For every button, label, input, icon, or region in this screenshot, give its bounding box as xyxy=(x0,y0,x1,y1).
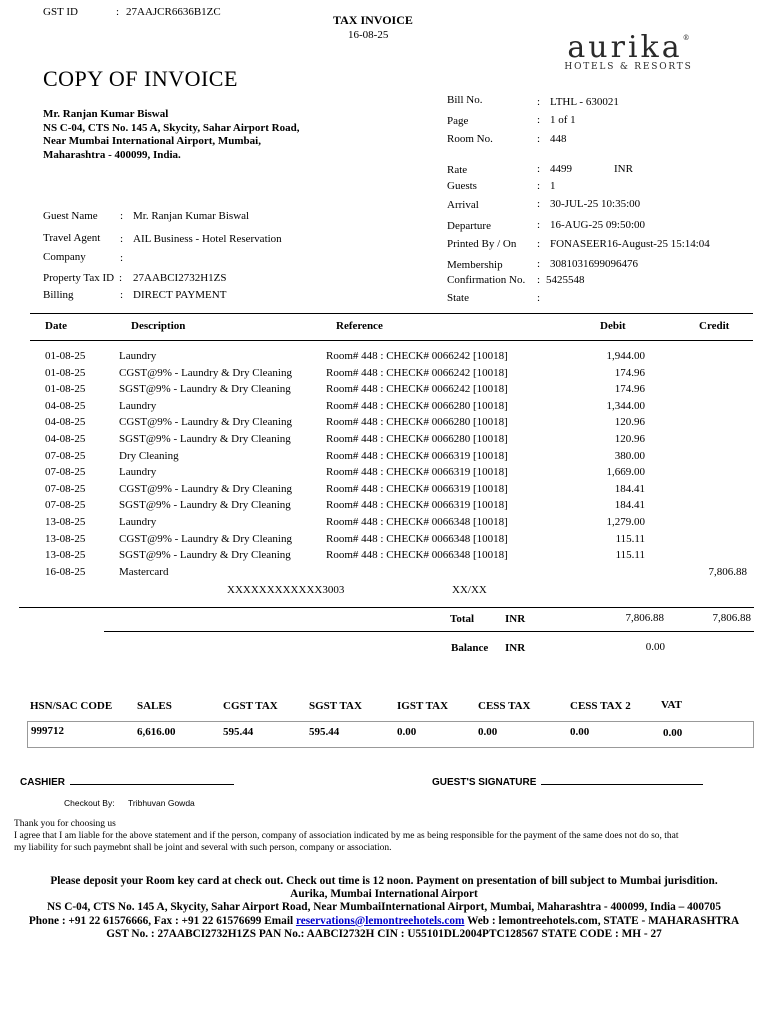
tax-value-cess2: 0.00 xyxy=(570,726,590,738)
footer-notice: Please deposit your Room key card at check out. Check out time is 12 noon. Payment on presentation of bill subject to Mumbai jurisdition. xyxy=(50,875,718,887)
confirmation-label: Confirmation No. xyxy=(447,274,526,286)
tax-value-cess: 0.00 xyxy=(478,726,498,738)
row-date: 16-08-25 xyxy=(45,565,86,578)
totals-bottom-rule xyxy=(104,631,754,632)
tax-header-sales: SALES xyxy=(137,700,172,712)
guest-signature-label: GUEST'S SIGNATURE xyxy=(432,777,537,788)
colon: : xyxy=(537,274,541,286)
row-reference: Room# 448 : CHECK# 0066319 [10018] xyxy=(326,482,508,495)
row-date: 04-08-25 xyxy=(45,416,86,429)
footer-address: NS C-04, CTS No. 145 A, Skycity, Sahar Airport Road, Near MumbaiInternational Airport, Mumbai, Maharashtra - 400099, India – 400705 xyxy=(47,901,721,914)
tax-value-igst: 0.00 xyxy=(397,726,417,738)
cashier-signature-line xyxy=(70,784,234,785)
property-tax-label: Property Tax ID xyxy=(43,272,115,284)
table-row xyxy=(0,350,768,367)
terms-line: I agree that I am liable for the above statement and if the person, company of association indicated by me as being responsible for the payment of the same does not do so, that xyxy=(14,831,679,841)
row-reference: Room# 448 : CHECK# 0066280 [10018] xyxy=(326,399,508,412)
tax-header-cess2: CESS TAX 2 xyxy=(570,700,631,712)
table-row xyxy=(0,533,768,550)
tax-value-cgst: 595.44 xyxy=(223,726,254,738)
total-label: Total xyxy=(450,613,475,625)
tax-invoice-title: TAX INVOICE xyxy=(333,13,413,27)
billing-value: DIRECT PAYMENT xyxy=(133,289,227,301)
row-debit: 120.96 xyxy=(614,416,645,429)
colon: : xyxy=(120,289,124,301)
printed-by-value: FONASEER16-August-25 15:14:04 xyxy=(550,238,710,250)
row-description: CGST@9% - Laundry & Dry Cleaning xyxy=(119,416,292,429)
tax-header-igst: IGST TAX xyxy=(397,700,449,712)
tax-value-hsn: 999712 xyxy=(31,725,64,737)
row-date: 07-08-25 xyxy=(45,482,86,495)
cashier-label: CASHIER xyxy=(20,777,66,788)
row-description: SGST@9% - Laundry & Dry Cleaning xyxy=(119,383,291,396)
row-description: Laundry xyxy=(119,516,157,528)
room-no-value: 448 xyxy=(550,133,567,145)
arrival-value: 30-JUL-25 10:35:00 xyxy=(550,198,641,210)
departure-value: 16-AUG-25 09:50:00 xyxy=(550,219,646,231)
row-description: SGST@9% - Laundry & Dry Cleaning xyxy=(119,549,291,562)
table-header-rule xyxy=(30,340,753,341)
tax-value-vat: 0.00 xyxy=(663,727,683,739)
travel-agent-value: AIL Business - Hotel Reservation xyxy=(133,233,282,245)
tax-header-cess: CESS TAX xyxy=(478,700,531,712)
membership-value: 3081031699096476 xyxy=(550,258,638,270)
row-debit: 120.96 xyxy=(614,433,645,445)
guest-signature xyxy=(432,777,703,788)
row-reference: Room# 448 : CHECK# 0066280 [10018] xyxy=(326,416,508,429)
balance-currency: INR xyxy=(505,642,526,654)
departure-label: Departure xyxy=(447,220,491,232)
page-label: Page xyxy=(447,115,469,127)
company-label: Company xyxy=(43,251,86,263)
rate-label: Rate xyxy=(447,164,468,176)
row-description: Dry Cleaning xyxy=(119,449,179,462)
row-date: 01-08-25 xyxy=(45,383,86,396)
row-description: Laundry xyxy=(119,350,157,362)
col-header-credit: Credit xyxy=(699,320,730,332)
room-no-label: Room No. xyxy=(447,133,493,145)
row-debit: 174.96 xyxy=(614,366,645,379)
terms-line: Thank you for choosing us xyxy=(14,819,116,829)
copy-of-invoice-title: COPY OF INVOICE xyxy=(43,66,238,91)
row-description: SGST@9% - Laundry & Dry Cleaning xyxy=(119,499,291,512)
tax-header-vat: VAT xyxy=(661,699,682,711)
tax-value-sgst: 595.44 xyxy=(309,726,340,738)
guests-value: 1 xyxy=(550,180,556,192)
row-debit: 1,344.00 xyxy=(606,399,645,412)
row-date: 13-08-25 xyxy=(45,532,86,545)
row-description: CGST@9% - Laundry & Dry Cleaning xyxy=(119,532,292,545)
row-date: 07-08-25 xyxy=(45,466,86,479)
guest-address xyxy=(43,108,300,162)
row-debit: 174.96 xyxy=(614,383,645,396)
total-credit: 7,806.88 xyxy=(712,612,751,624)
address-line: Mr. Ranjan Kumar Biswal xyxy=(43,108,169,120)
total-debit: 7,806.88 xyxy=(625,612,664,624)
colon: : xyxy=(537,96,541,108)
table-row xyxy=(0,566,768,583)
rate-value: 4499 xyxy=(550,163,572,175)
totals-top-rule xyxy=(19,607,754,608)
footer xyxy=(0,875,768,941)
row-date: 01-08-25 xyxy=(45,366,86,379)
tax-header-cgst: CGST TAX xyxy=(223,700,278,712)
col-header-reference: Reference xyxy=(336,320,383,332)
row-date: 01-08-25 xyxy=(45,350,86,362)
gst-label: GST ID xyxy=(43,6,78,18)
tax-value-sales: 6,616.00 xyxy=(137,726,176,738)
state-label: State xyxy=(447,292,469,304)
table-row xyxy=(0,483,768,500)
row-debit: 1,669.00 xyxy=(606,466,645,479)
row-reference: Room# 448 : CHECK# 0066348 [10018] xyxy=(326,532,508,545)
bill-no-label: Bill No. xyxy=(447,94,483,106)
col-header-description: Description xyxy=(131,320,186,332)
row-reference: Room# 448 : CHECK# 0066319 [10018] xyxy=(326,466,508,479)
bill-no-value: LTHL - 630021 xyxy=(550,96,619,108)
aurika-logo xyxy=(556,30,701,72)
row-credit: 7,806.88 xyxy=(708,565,747,578)
cashier-signature xyxy=(20,777,234,788)
property-tax-value: 27AABCI2732H1ZS xyxy=(133,272,227,284)
row-reference: Room# 448 : CHECK# 0066348 [10018] xyxy=(326,549,508,562)
membership-label: Membership xyxy=(447,259,503,271)
address-line: Maharashtra - 400099, India. xyxy=(43,148,181,161)
colon: : xyxy=(537,238,541,250)
colon: : xyxy=(537,180,541,192)
row-debit: 115.11 xyxy=(615,532,645,545)
row-reference: Room# 448 : CHECK# 0066280 [10018] xyxy=(326,433,508,445)
row-date: 07-08-25 xyxy=(45,499,86,512)
table-row xyxy=(0,499,768,516)
balance-value: 0.00 xyxy=(645,641,665,653)
table-row xyxy=(0,549,768,566)
balance-label: Balance xyxy=(451,642,489,654)
tax-header-sgst: SGST TAX xyxy=(309,700,362,712)
gst-value: 27AAJCR6636B1ZC xyxy=(126,6,221,18)
colon: : xyxy=(537,114,541,126)
guest-name-label: Guest Name xyxy=(43,210,98,222)
colon: : xyxy=(120,210,124,222)
colon: : xyxy=(537,198,541,210)
row-date: 04-08-25 xyxy=(45,399,86,412)
footer-registration: GST No. : 27AABCI2732H1ZS PAN No.: AABCI2732H CIN : U55101DL2004PTC128567 STATE CODE : MH - 27 xyxy=(106,927,662,940)
row-date: 13-08-25 xyxy=(45,516,86,528)
rate-currency: INR xyxy=(614,163,633,175)
colon: : xyxy=(537,292,541,304)
row-description: CGST@9% - Laundry & Dry Cleaning xyxy=(119,482,292,495)
gst-colon: : xyxy=(116,6,120,18)
logo-wordmark: aurika® xyxy=(567,30,690,65)
table-row xyxy=(0,400,768,417)
printed-by-label: Printed By / On xyxy=(447,238,517,250)
total-currency: INR xyxy=(505,613,526,625)
address-line: NS C-04, CTS No. 145 A, Skycity, Sahar Airport Road, xyxy=(43,121,300,134)
table-row xyxy=(0,383,768,400)
row-debit: 184.41 xyxy=(614,499,645,512)
arrival-label: Arrival xyxy=(447,199,479,211)
colon: : xyxy=(120,233,124,245)
row-debit: 380.00 xyxy=(614,449,645,462)
table-row xyxy=(0,367,768,384)
row-debit: 184.41 xyxy=(614,482,645,495)
table-top-rule xyxy=(30,313,753,314)
colon: : xyxy=(537,163,541,175)
row-debit: 1,944.00 xyxy=(606,350,645,362)
row-description: CGST@9% - Laundry & Dry Cleaning xyxy=(119,366,292,379)
row-date: 13-08-25 xyxy=(45,549,86,562)
footer-hotel-name: Aurika, Mumbai International Airport xyxy=(290,888,478,901)
row-description: SGST@9% - Laundry & Dry Cleaning xyxy=(119,433,291,445)
colon: : xyxy=(120,252,124,264)
terms-line: my liability for such paymebnt shall be joint and several with such person, company or association. xyxy=(14,843,392,853)
colon: : xyxy=(537,258,541,270)
email-link[interactable]: reservations@lemontreehotels.com xyxy=(295,914,465,927)
address-line: Near Mumbai International Airport, Mumbai, xyxy=(43,135,261,147)
page-value: 1 of 1 xyxy=(550,114,576,126)
table-row xyxy=(0,466,768,483)
billing-label: Billing xyxy=(43,289,74,301)
row-description: Laundry xyxy=(119,399,157,412)
table-row xyxy=(0,516,768,533)
confirmation-value: 5425548 xyxy=(546,274,585,286)
row-reference: Room# 448 : CHECK# 0066319 [10018] xyxy=(326,499,508,512)
col-header-date: Date xyxy=(45,320,67,332)
guests-label: Guests xyxy=(447,180,477,192)
row-date: 04-08-25 xyxy=(45,433,86,445)
guest-name-value: Mr. Ranjan Kumar Biswal xyxy=(133,210,250,222)
col-header-debit: Debit xyxy=(600,320,626,332)
footer-contact: Phone : +91 22 61576666, Fax : +91 22 61576699 Email reservations@lemontreehotels.com Web : lemontreehotels.com, STATE - MAHARASHTRA xyxy=(28,914,740,927)
table-row xyxy=(0,433,768,450)
row-debit: 1,279.00 xyxy=(606,516,645,528)
row-date: 07-08-25 xyxy=(45,449,86,462)
card-number: XXXXXXXXXXXX3003 xyxy=(227,584,345,596)
row-description: Mastercard xyxy=(119,565,169,578)
row-description: Laundry xyxy=(119,466,157,479)
colon: : xyxy=(537,133,541,145)
card-expiry: XX/XX xyxy=(452,584,487,596)
row-debit: 115.11 xyxy=(615,549,645,562)
travel-agent-label: Travel Agent xyxy=(43,232,101,244)
table-row xyxy=(0,450,768,467)
row-reference: Room# 448 : CHECK# 0066319 [10018] xyxy=(326,449,508,462)
tax-header-hsn: HSN/SAC CODE xyxy=(30,700,113,712)
invoice-date: 16-08-25 xyxy=(348,29,389,41)
table-row xyxy=(0,416,768,433)
row-reference: Room# 448 : CHECK# 0066242 [10018] xyxy=(326,383,508,396)
logo-tagline: HOTELS & RESORTS xyxy=(564,62,693,72)
checkout-by-label: Checkout By: xyxy=(64,798,115,808)
checkout-by-name: Tribhuvan Gowda xyxy=(128,798,195,808)
row-reference: Room# 448 : CHECK# 0066348 [10018] xyxy=(326,516,508,528)
row-reference: Room# 448 : CHECK# 0066242 [10018] xyxy=(326,366,508,379)
row-reference: Room# 448 : CHECK# 0066242 [10018] xyxy=(326,350,508,362)
guest-signature-line xyxy=(541,784,703,785)
colon: : xyxy=(119,272,123,284)
terms-text xyxy=(14,818,679,854)
colon: : xyxy=(537,219,541,231)
